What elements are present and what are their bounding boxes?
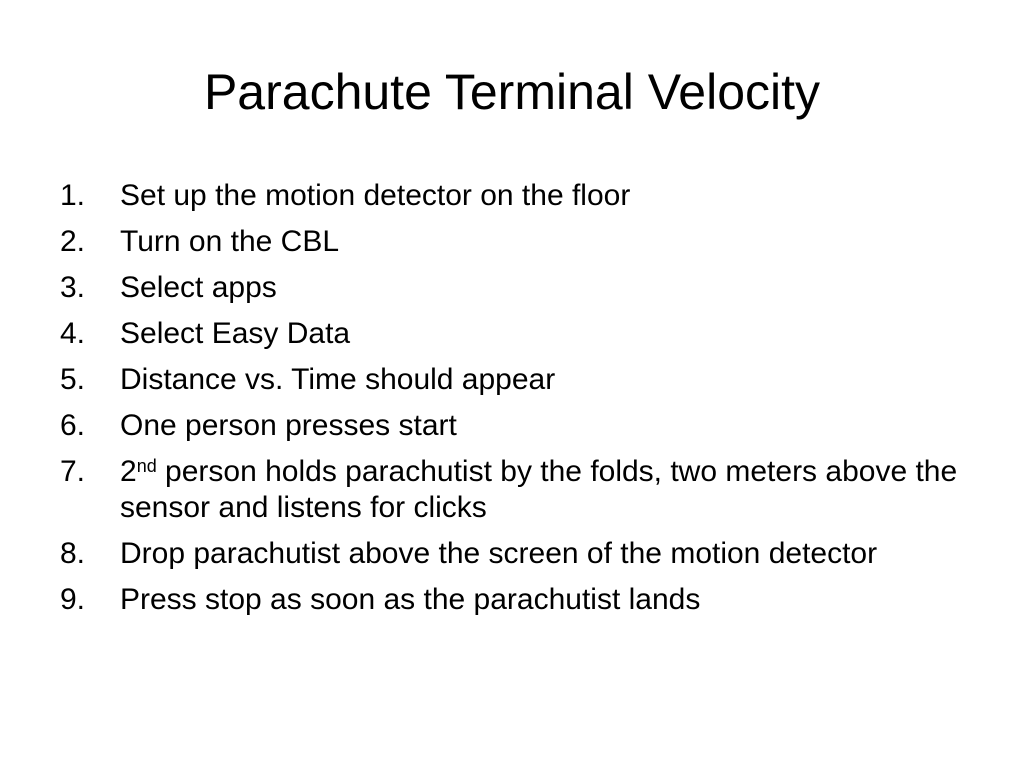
step-number: 3. — [60, 271, 86, 304]
list-item — [60, 224, 960, 260]
step-text-superscript: nd — [136, 456, 157, 476]
step-text: One person presses start — [120, 409, 457, 442]
step-text: Press stop as soon as the parachutist lands — [120, 583, 701, 616]
step-number: 9. — [60, 583, 86, 616]
step-text-rest: person holds parachutist by the folds, two meters above the sensor and listens for clicks — [120, 455, 958, 524]
list-item — [60, 316, 960, 352]
step-text: Turn on the CBL — [120, 225, 340, 258]
step-number: 4. — [60, 317, 86, 350]
step-number: 5. — [60, 363, 86, 396]
steps-list — [60, 178, 960, 628]
step-text: Select apps — [120, 271, 277, 304]
list-item — [60, 270, 960, 306]
step-text: Distance vs. Time should appear — [120, 363, 556, 396]
step-text-ordinal: 2 — [120, 455, 137, 488]
step-number: 6. — [60, 409, 86, 442]
slide-title: Parachute Terminal Velocity — [203, 64, 821, 120]
step-text: Select Easy Data — [120, 317, 351, 350]
step-text: Drop parachutist above the screen of the motion detector — [120, 537, 878, 570]
step-number: 2. — [60, 225, 86, 258]
list-item — [60, 582, 960, 618]
step-text: Set up the motion detector on the floor — [120, 179, 631, 212]
list-item — [60, 178, 960, 214]
list-item — [60, 408, 960, 444]
step-number: 7. — [60, 455, 86, 488]
list-item — [60, 362, 960, 398]
step-number: 1. — [60, 179, 86, 212]
step-text — [120, 454, 960, 526]
list-item — [60, 454, 960, 526]
list-item — [60, 536, 960, 572]
step-number: 8. — [60, 537, 86, 570]
